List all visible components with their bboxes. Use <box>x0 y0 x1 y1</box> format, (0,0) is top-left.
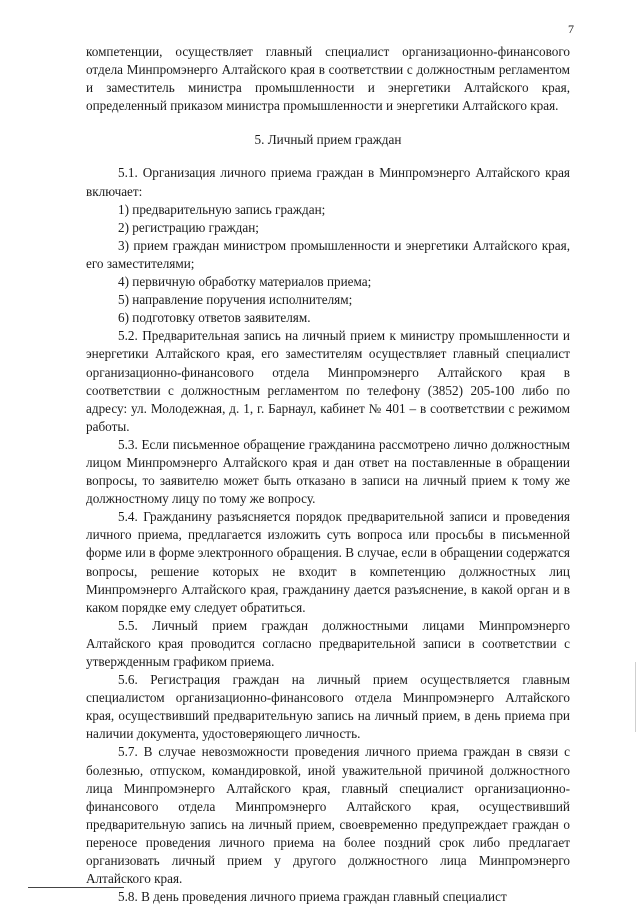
section-title: 5. Личный прием граждан <box>254 132 402 148</box>
paragraph-5-2: 5.2. Предварительная запись на личный прием к министру промышленности и энергетики Алтайского края, его заместителям осуществляет главный специалист организационно-финансового отдела Минпромэнерго Алтайского края в соответствии с должностным регламентом по телефону (3852) 205-100 либо по адресу: ул. Молодежная, д. 1, г. Барнаул, кабинет № 401 – в соответствии с режимом работы. <box>86 328 570 434</box>
paragraph-5-7: 5.7. В случае невозможности проведения личного приема граждан в связи с болезнью, отпуском, командировкой, иной уважительной причиной должностного лица Минпромэнерго Алтайского края, главный специалист организационно-финансового отдела Минпромэнерго Алтайского края, осуществивший предварительную запись на личный прием, своевременно предупреждает граждан о переносе проведения личного приема на более поздний срок либо предлагает организовать личный прием у другого должностного лица Минпромэнерго Алтайского края. <box>86 744 570 887</box>
paragraph-5-3: 5.3. Если письменное обращение гражданина рассмотрено лично должностным лицом Минпромэнерго Алтайского края и дан ответ на поставленные в обращении вопросы, то заявителю может быть отказано в записи на личный прием к тому же должностному лицу по тому же вопросу. <box>86 436 570 507</box>
paragraph-5-4: 5.4. Гражданину разъясняется порядок предварительной записи и проведения личного приема, предлагается изложить суть вопроса или просьбы в письменной форме или в форме электронного обращения. В случае, если в обращении содержатся вопросы, решение которых не входит в компетенцию должностных лиц Минпромэнерго Алтайского края, гражданину дается разъяснение, в какой орган и в каком порядке ему следует обратиться. <box>86 509 570 615</box>
scan-artifact <box>635 662 636 732</box>
paragraph-continuation: компетенции, осуществляет главный специалист организационно-финансового отдела Минпромэнерго Алтайского края в соответствии с должностным регламентом и заместитель министра промышленности и энергетики Алтайского края, определенный приказом министра промышленности и энергетики Алтайского края. <box>86 44 570 114</box>
list-item: 3) прием граждан министром промышленности и энергетики Алтайского края, его заместителями; <box>86 237 570 271</box>
list-item: 1) предварительную запись граждан; <box>118 201 326 217</box>
list-item: 4) первичную обработку материалов приема; <box>118 274 372 290</box>
paragraph-5-5: 5.5. Личный прием граждан должностными лицами Минпромэнерго Алтайского края проводится согласно предварительной записи в соответствии с утвержденным графиком приема. <box>86 617 570 669</box>
paragraph-5-6: 5.6. Регистрация граждан на личный прием осуществляется главным специалистом организационно-финансового отдела Минпромэнерго Алтайского края, осуществивший предварительную запись на личный прием, в день приема при наличии документа, удостоверяющего личность. <box>86 672 570 742</box>
paragraph-5-8: 5.8. В день проведения личного приема граждан главный специалист <box>118 889 507 905</box>
document-body <box>86 43 570 906</box>
page-number: 7 <box>568 22 574 36</box>
paragraph-5-1: 5.1. Организация личного приема граждан в Минпромэнерго Алтайского края включает: <box>86 165 570 199</box>
footnote-separator <box>28 887 124 888</box>
list-item: 6) подготовку ответов заявителям. <box>118 310 311 326</box>
list-item: 5) направление поручения исполнителям; <box>118 292 353 308</box>
list-item: 2) регистрацию граждан; <box>118 219 259 235</box>
